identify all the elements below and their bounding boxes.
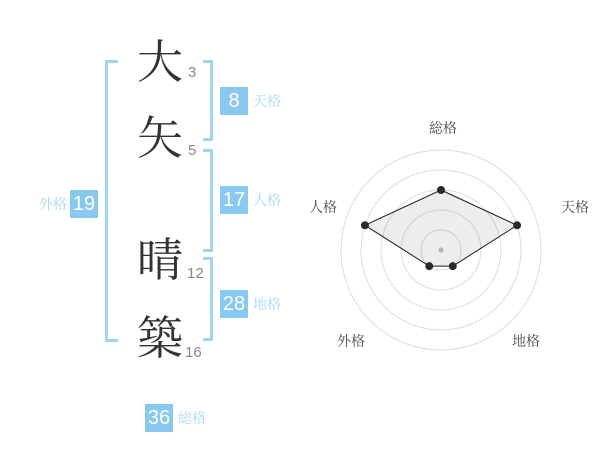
gaikaku-bracket	[105, 60, 118, 342]
chikaku-label: 地格	[253, 296, 281, 312]
stroke-count-1: 3	[188, 64, 197, 81]
soukaku-label: 総格	[178, 410, 206, 426]
radar-polygon	[365, 190, 517, 266]
radar-axis-label: 総格	[429, 120, 457, 136]
radar-chart	[291, 100, 591, 400]
chikaku-value-box: 28	[220, 290, 248, 318]
tenkaku-bracket	[203, 60, 213, 141]
radar-axis-label: 地格	[512, 333, 540, 349]
radar-data-dot	[513, 221, 521, 229]
radar-axis-label: 天格	[561, 199, 589, 215]
radar-axis-label: 外格	[337, 333, 365, 349]
radar-data-dot	[449, 262, 457, 270]
tenkaku-label: 天格	[253, 93, 281, 109]
radar-axis-label: 人格	[309, 199, 337, 215]
radar-data-dot	[437, 186, 445, 194]
jinkaku-value-box: 17	[220, 186, 248, 214]
tenkaku-value-box: 8	[220, 87, 248, 115]
jinkaku-label: 人格	[253, 192, 281, 208]
radar-data-dot	[361, 221, 369, 229]
gaikaku-value-box: 19	[70, 190, 98, 218]
stroke-count-2: 5	[188, 142, 197, 159]
soukaku-value-box: 36	[145, 404, 173, 432]
name-char-3: 晴	[137, 234, 183, 286]
name-char-4: 築	[137, 312, 183, 364]
stroke-count-3: 12	[187, 265, 204, 282]
gaikaku-label: 外格	[39, 196, 67, 212]
name-char-2: 矢	[137, 112, 183, 164]
chikaku-bracket	[203, 257, 213, 341]
stroke-count-4: 16	[185, 344, 202, 361]
radar-data-dot	[425, 262, 433, 270]
jinkaku-bracket	[203, 149, 213, 252]
name-char-1: 大	[137, 36, 183, 88]
